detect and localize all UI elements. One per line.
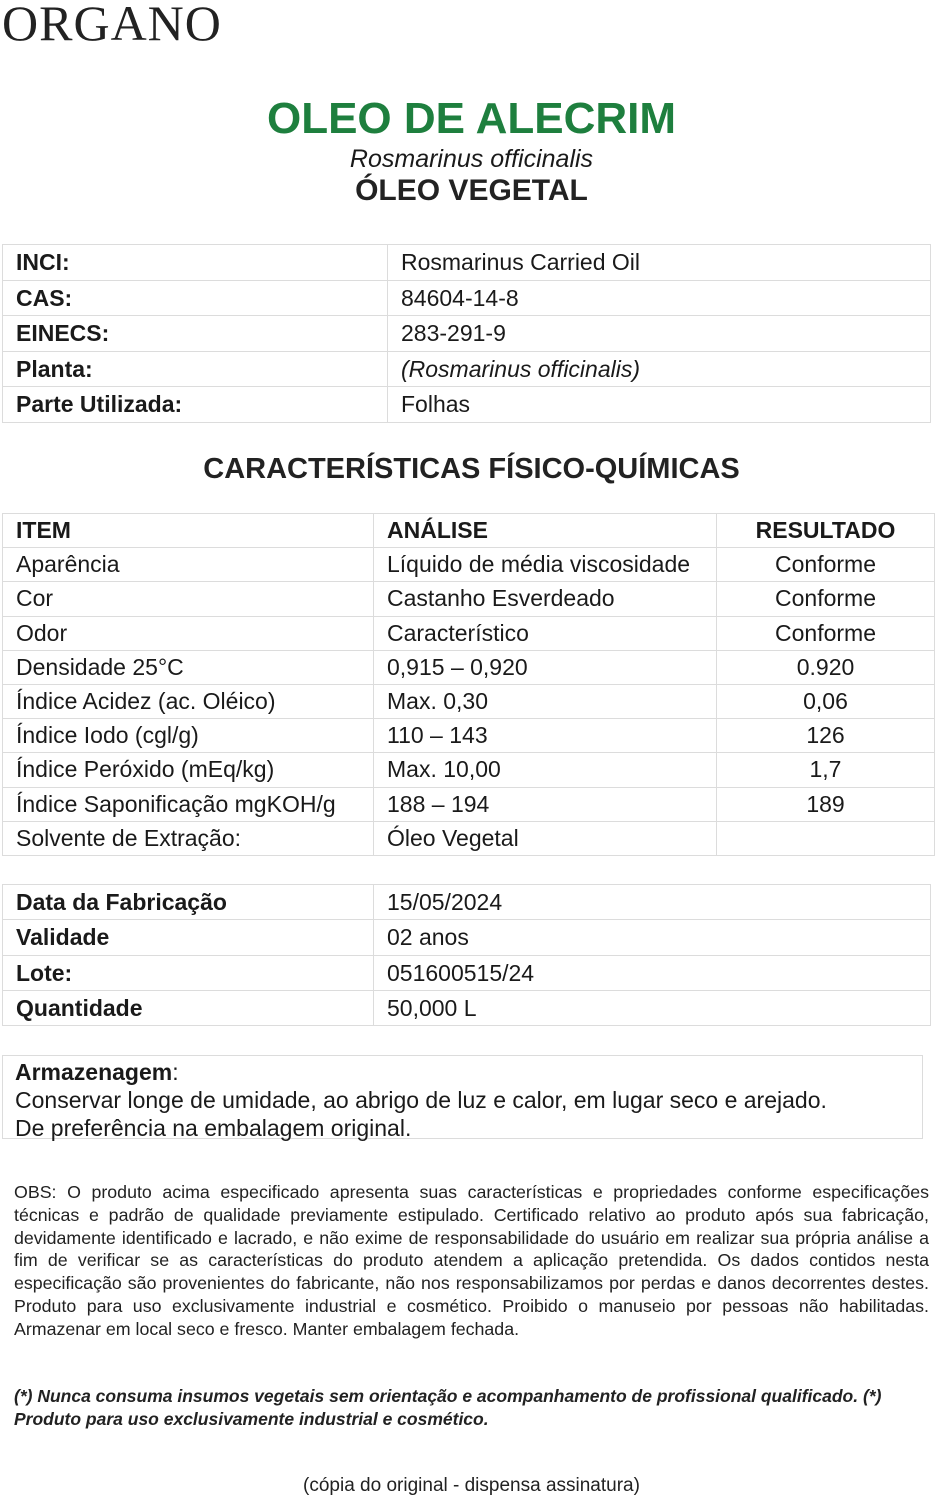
validity-value: 02 anos: [374, 920, 931, 955]
physchem-table: [2, 513, 935, 856]
column-header-item: ITEM: [3, 514, 374, 548]
table-row: [3, 885, 931, 920]
footer-note: (cópia do original - dispensa assinatura): [303, 1475, 640, 1496]
item-cell: Índice Saponificação mgKOH/g: [3, 787, 374, 821]
analise-cell: 110 – 143: [374, 719, 717, 753]
inci-value: Rosmarinus Carried Oil: [388, 245, 931, 281]
resultado-cell: Conforme: [717, 616, 935, 650]
resultado-cell: 0.920: [717, 650, 935, 684]
resultado-cell: 189: [717, 787, 935, 821]
quantity-label: Quantidade: [3, 990, 374, 1025]
storage-line-2: De preferência na embalagem original.: [15, 1115, 412, 1141]
identification-table: [2, 244, 931, 423]
analise-cell: Max. 0,30: [374, 684, 717, 718]
analise-cell: 0,915 – 0,920: [374, 650, 717, 684]
item-cell: Aparência: [3, 548, 374, 582]
item-cell: Odor: [3, 616, 374, 650]
table-row: [3, 245, 931, 281]
einecs-label: EINECS:: [3, 316, 388, 352]
analise-cell: Max. 10,00: [374, 753, 717, 787]
table-row: [3, 616, 935, 650]
cas-label: CAS:: [3, 280, 388, 316]
storage-box: [2, 1055, 923, 1139]
analise-cell: Castanho Esverdeado: [374, 582, 717, 616]
table-row: [3, 351, 931, 387]
cas-value: 84604-14-8: [388, 280, 931, 316]
table-row: [3, 719, 935, 753]
storage-heading: Armazenagem: [15, 1059, 173, 1085]
table-row: [3, 955, 931, 990]
resultado-cell: Conforme: [717, 548, 935, 582]
resultado-cell: 1,7: [717, 753, 935, 787]
item-cell: Densidade 25°C: [3, 650, 374, 684]
column-header-resultado: RESULTADO: [717, 514, 935, 548]
header-row: [3, 514, 935, 548]
storage-heading-colon: :: [172, 1059, 179, 1085]
lot-info-table: [2, 884, 931, 1026]
warning-paragraph: (*) Nunca consuma insumos vegetais sem orientação e acompanhamento de profissional qualificado. (*) Produto para uso exclusivamente industrial e cosmético.: [14, 1386, 882, 1429]
planta-label: Planta:: [3, 351, 388, 387]
table-row: [3, 316, 931, 352]
table-row: [3, 548, 935, 582]
product-title: OLEO DE ALECRIM: [266, 94, 677, 143]
table-row: [3, 821, 935, 855]
table-row: [3, 684, 935, 718]
analise-cell: Líquido de média viscosidade: [374, 548, 717, 582]
resultado-cell: Conforme: [717, 582, 935, 616]
section-title: CARACTERÍSTICAS FÍSICO-QUÍMICAS: [203, 453, 740, 485]
quantity-value: 50,000 L: [374, 990, 931, 1025]
table-row: [3, 387, 931, 423]
planta-value: (Rosmarinus officinalis): [388, 351, 931, 387]
validity-label: Validade: [3, 920, 374, 955]
analise-cell: Característico: [374, 616, 717, 650]
einecs-value: 283-291-9: [388, 316, 931, 352]
lot-value: 051600515/24: [374, 955, 931, 990]
lot-label: Lote:: [3, 955, 374, 990]
resultado-cell: 126: [717, 719, 935, 753]
table-row: [3, 920, 931, 955]
table-row: [3, 650, 935, 684]
inci-label: INCI:: [3, 245, 388, 281]
table-row: [3, 280, 931, 316]
manufacture-date-value: 15/05/2024: [374, 885, 931, 920]
brand-logo: ORGANO: [2, 0, 222, 51]
analise-cell: Óleo Vegetal: [374, 821, 717, 855]
product-category: ÓLEO VEGETAL: [355, 174, 588, 207]
table-row: [3, 787, 935, 821]
parte-utilizada-label: Parte Utilizada:: [3, 387, 388, 423]
resultado-cell: [717, 821, 935, 855]
item-cell: Solvente de Extração:: [3, 821, 374, 855]
storage-line-1: Conservar longe de umidade, ao abrigo de luz e calor, em lugar seco e arejado.: [15, 1087, 827, 1113]
table-row: [3, 582, 935, 616]
parte-utilizada-value: Folhas: [388, 387, 931, 423]
resultado-cell: 0,06: [717, 684, 935, 718]
manufacture-date-label: Data da Fabricação: [3, 885, 374, 920]
analise-cell: 188 – 194: [374, 787, 717, 821]
item-cell: Índice Peróxido (mEq/kg): [3, 753, 374, 787]
scientific-name: Rosmarinus officinalis: [349, 145, 594, 173]
table-row: [3, 990, 931, 1025]
column-header-analise: ANÁLISE: [374, 514, 717, 548]
table-row: [3, 753, 935, 787]
item-cell: Índice Acidez (ac. Oléico): [3, 684, 374, 718]
item-cell: Índice Iodo (cgl/g): [3, 719, 374, 753]
obs-paragraph: OBS: O produto acima especificado apresenta suas características e propriedades conforme especificações técnicas e padrão de qualidade previamente estipulado. Certificado relativo ao produto após sua fabricação, devidamente identificado e lacrado, e não exime de responsabilidade do usuário em realizar sua própria análise a fim de verificar se as características do produto atendem a aplicação pretendida. Os dados contidos nesta especificação são provenientes do fabricante, não nos responsabilizamos por perdas e danos decorrentes destes. Produto para uso exclusivamente industrial e cosmético. Proibido o manuseio por pessoas não habilitadas. Armazenar em local seco e fresco. Manter embalagem fechada.: [14, 1182, 929, 1339]
item-cell: Cor: [3, 582, 374, 616]
